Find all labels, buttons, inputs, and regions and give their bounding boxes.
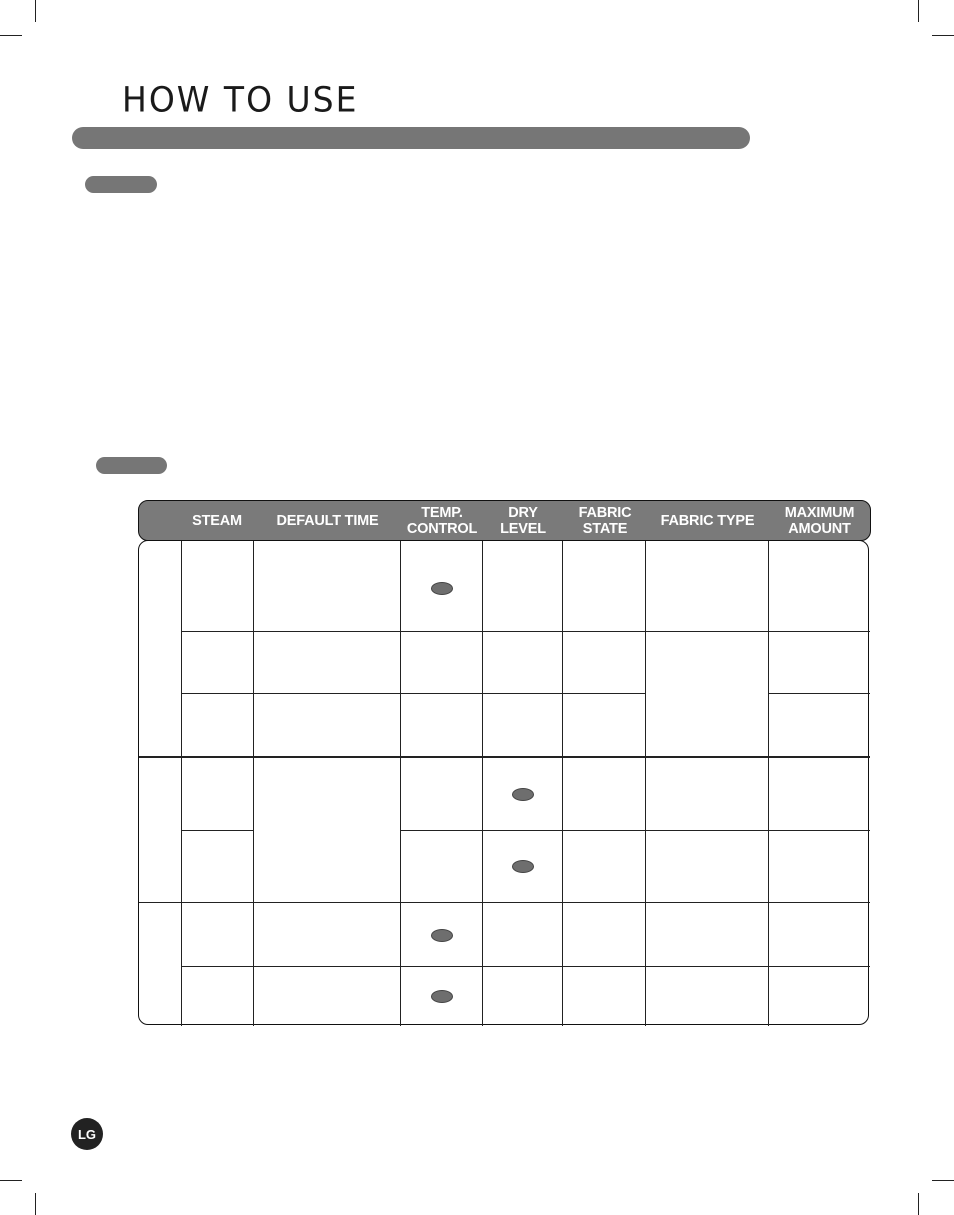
header-maximum-amount [769, 501, 870, 540]
header-steam-line: STEAM [192, 512, 242, 529]
header-dry-level-line: LEVEL [500, 520, 546, 537]
header-temp-control [401, 501, 483, 540]
grid-line [139, 902, 870, 903]
grid-line [400, 830, 870, 831]
header-dry-level-line: DRY [508, 504, 538, 521]
option-dot [512, 860, 534, 873]
header-default-time-line: DEFAULT TIME [276, 512, 379, 529]
grid-line [181, 830, 253, 831]
page-title: HOW TO USE [122, 79, 359, 120]
header-default-time [254, 501, 401, 540]
grid-line [768, 541, 769, 1026]
grid-line [139, 756, 870, 758]
grid-line [181, 966, 870, 967]
grid-line [181, 693, 645, 694]
header-fabric-type-line: FABRIC TYPE [660, 512, 755, 529]
grid-line [645, 541, 646, 1026]
header-maximum-amount-line: AMOUNT [788, 520, 851, 537]
option-dot [431, 582, 453, 595]
header-fabric-type [646, 501, 769, 540]
grid-line [181, 631, 870, 632]
crop-mark [918, 1193, 919, 1215]
header-fabric-state [563, 501, 647, 540]
header-temp-control-line: TEMP. [421, 504, 463, 521]
lg-logo: LG [71, 1118, 103, 1150]
option-dot [431, 990, 453, 1003]
grid-line [253, 541, 254, 1026]
section-pill [85, 176, 157, 193]
title-bar [72, 127, 750, 149]
grid-line [768, 693, 870, 694]
option-dot [431, 929, 453, 942]
header-fabric-state-line: FABRIC [578, 504, 632, 521]
cycle-table [138, 500, 871, 1027]
header-steam [181, 501, 253, 540]
crop-mark [0, 35, 22, 36]
option-dot [512, 788, 534, 801]
crop-mark [35, 0, 36, 22]
grid-line [400, 541, 401, 1026]
crop-mark [932, 35, 954, 36]
header-temp-control-line: CONTROL [406, 520, 478, 537]
crop-mark [0, 1180, 22, 1181]
table-body [138, 540, 869, 1025]
grid-line [482, 541, 483, 1026]
header-fabric-state-line: STATE [582, 520, 628, 537]
table-header [138, 500, 871, 541]
crop-mark [918, 0, 919, 22]
header-maximum-amount-line: MAXIMUM [784, 504, 855, 521]
grid-line [181, 541, 182, 1026]
crop-mark [932, 1180, 954, 1181]
header-dry-level [483, 501, 563, 540]
crop-mark [35, 1193, 36, 1215]
section-pill [96, 457, 167, 474]
grid-line [562, 541, 563, 1026]
